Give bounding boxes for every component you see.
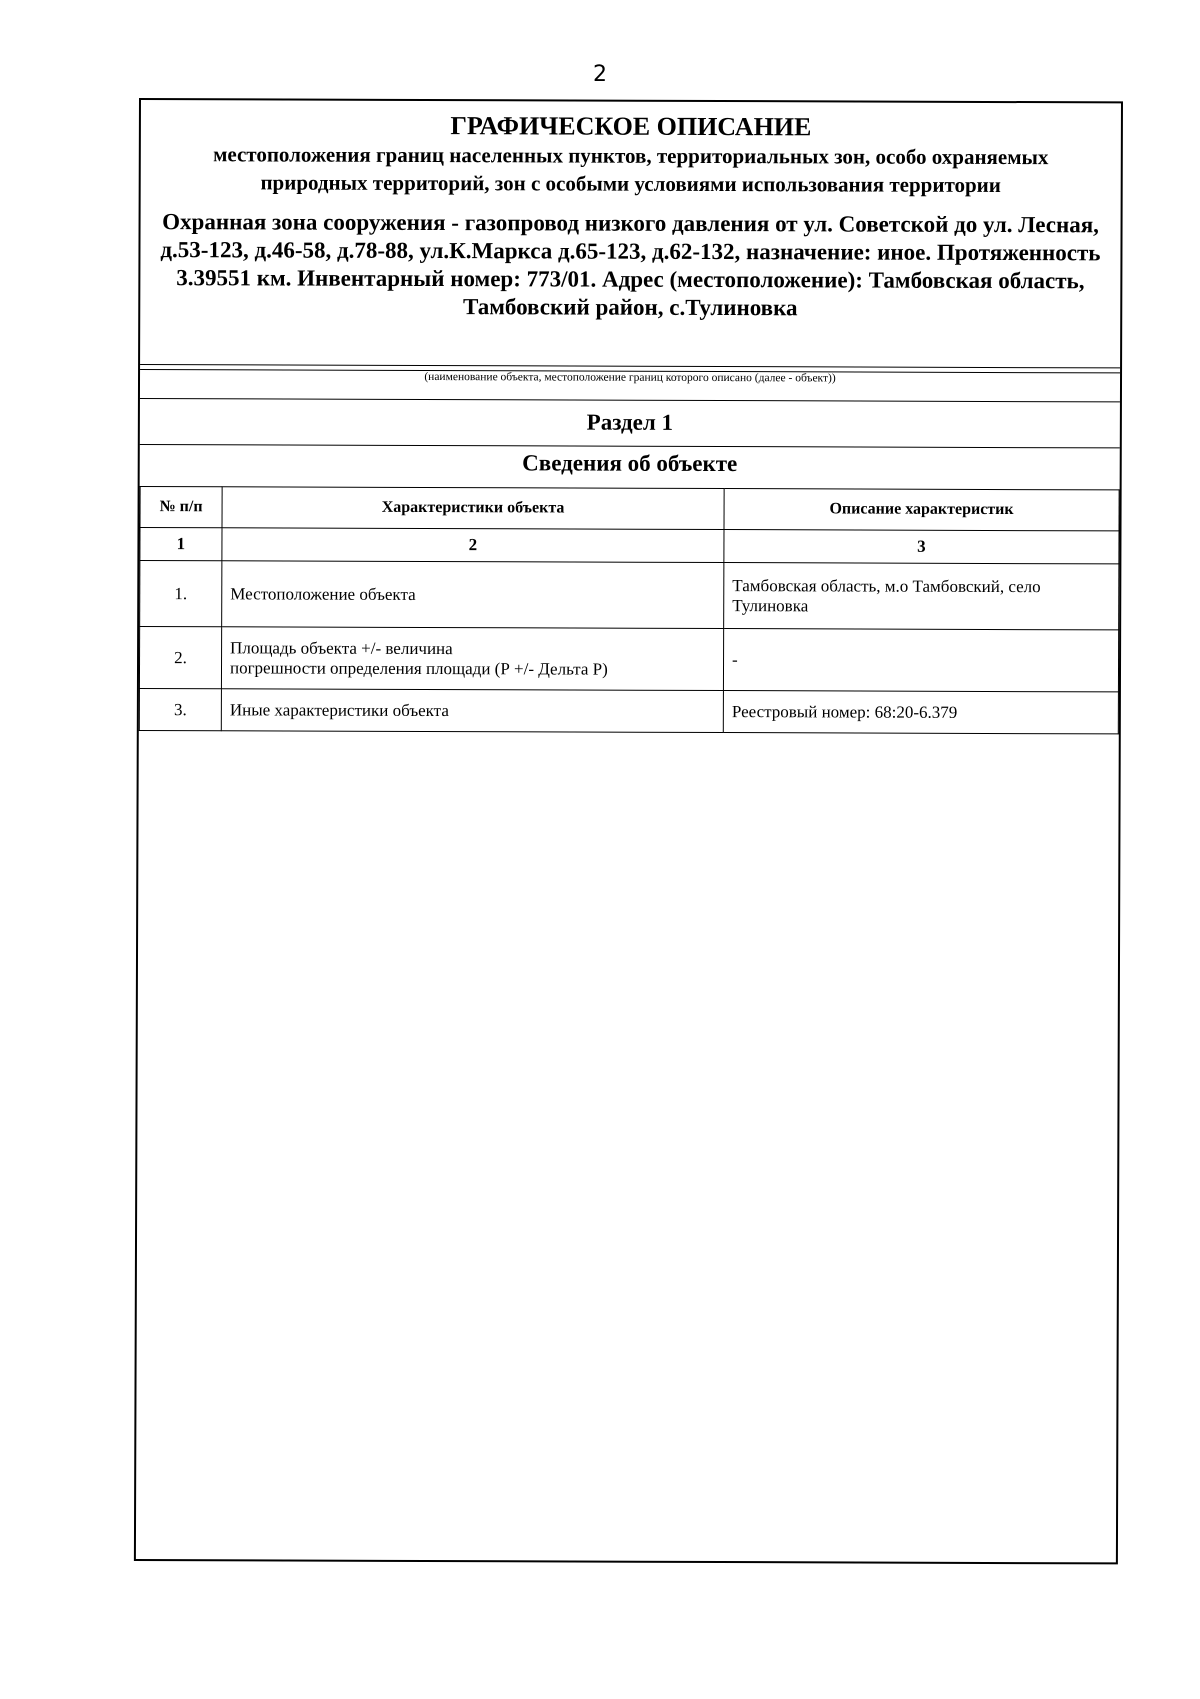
column-header: № п/п [140, 487, 222, 528]
table-row [139, 627, 1118, 692]
divider [140, 398, 1120, 402]
characteristic-line: Площадь объекта +/- величина [230, 637, 453, 658]
table-row [140, 561, 1119, 630]
characteristic-cell: Иные характеристики объекта [221, 689, 723, 733]
divider [140, 444, 1120, 448]
description-cell: - [723, 629, 1118, 692]
object-name: Охранная зона сооружения - газопровод низкого давления от ул. Советской до ул. Лесная, д.53-123, д.46-58, д.78-88, ул.К.Маркса д.65-123, д.62-132, назначение: иное. Протяженность 3.39551 км. Инвентарный номер: 773/01. Адрес (местоположение): Тамбовская область, Тамбовский район, с.Тулиновка [160, 209, 1101, 321]
characteristic-line: погрешности определения площади (Р +/- Дельта Р) [229, 657, 608, 679]
row-number: 1. [140, 561, 222, 627]
description-cell: Реестровый номер: 68:20-6.379 [723, 691, 1118, 734]
characteristic-cell [221, 627, 723, 691]
column-index-row [140, 528, 1119, 564]
document-title: ГРАФИЧЕСКОЕ ОПИСАНИЕ [450, 111, 812, 142]
document-frame [134, 98, 1123, 1564]
section-title: Раздел 1 [586, 409, 674, 435]
document-subtitle: местоположения границ населенных пунктов, территориальных зон, особо охраняемых природных территорий, зон с особыми условиями использования территории [213, 142, 1049, 198]
column-header: Описание характеристик [724, 489, 1119, 531]
row-number: 2. [139, 627, 221, 689]
column-index: 3 [724, 530, 1119, 564]
table-row [139, 689, 1118, 734]
section-heading: Сведения об объекте [522, 450, 738, 477]
description-cell: Тамбовская область, м.о Тамбовский, село Тулиновка [724, 563, 1119, 630]
object-name-caption: (наименование объекта, местоположение границ которого описано (далее - объект)) [424, 370, 836, 385]
row-number: 3. [139, 689, 221, 731]
characteristic-cell: Местоположение объекта [222, 561, 724, 629]
title-block [140, 100, 1121, 367]
column-index: 2 [222, 528, 724, 563]
table-header-row [140, 487, 1119, 531]
page-number: 2 [593, 62, 607, 87]
column-header: Характеристики объекта [222, 487, 724, 530]
column-index: 1 [140, 528, 222, 561]
object-properties-table [139, 486, 1120, 734]
